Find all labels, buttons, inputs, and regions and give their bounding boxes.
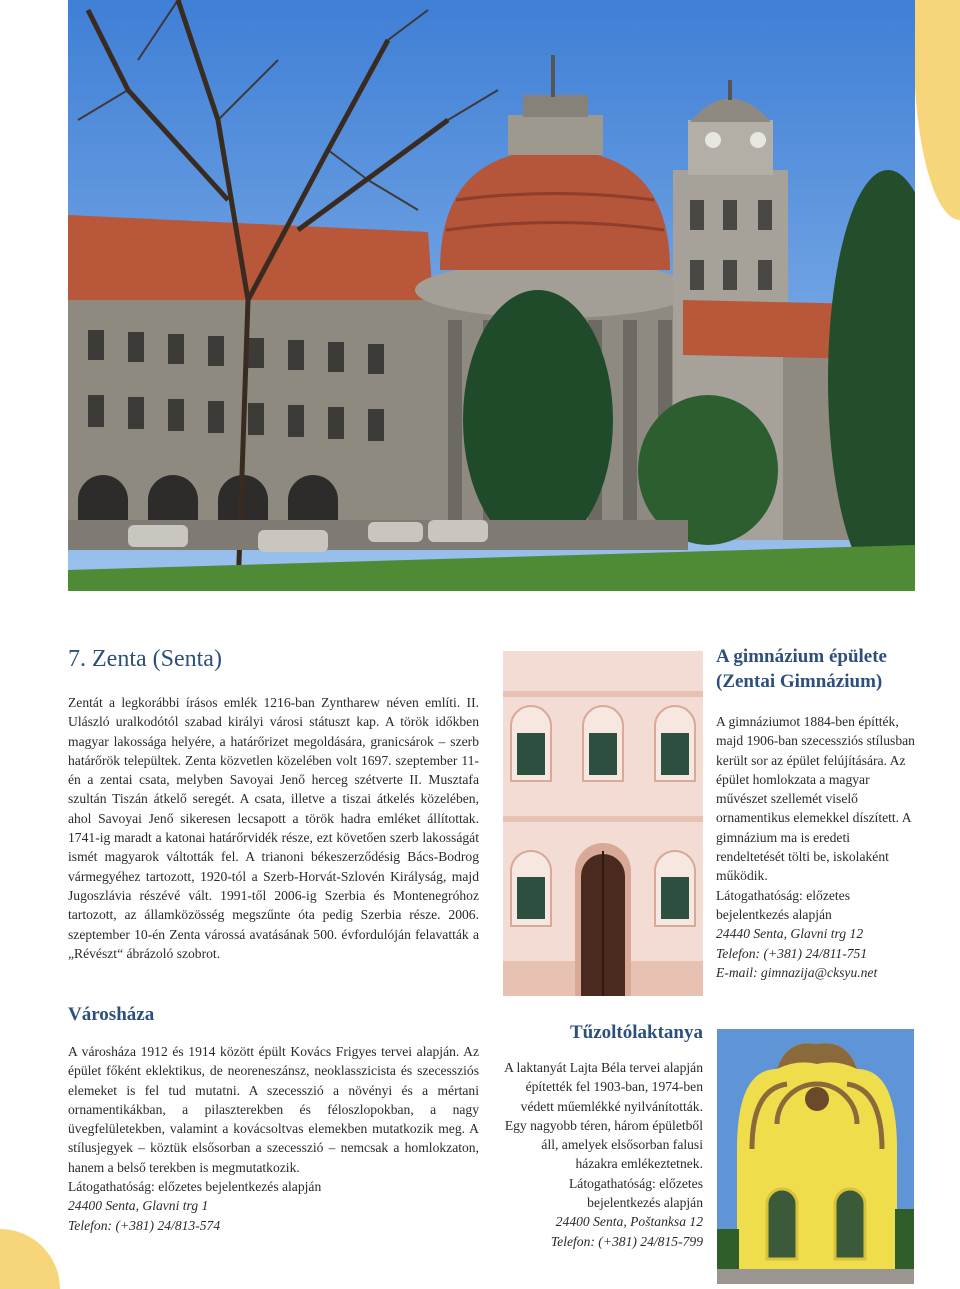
gymnasium-description: A gimnáziumot 1884-ben építték, majd 1906-ban szecessziós stílusban került sor az épület felújítására. Az épület homlokzata a magyar művészet szellemét viselő ornamentikus elemekkel díszített. A gimnázium ma is eredeti rendeltetését tölti be, iskolaként működik.: [716, 714, 915, 884]
firestation-phone: Telefon: (+381) 24/815-799: [550, 1233, 703, 1249]
gymnasium-visit: Látogathatóság: előzetes bejelentkezés alapján: [716, 887, 850, 922]
firestation-text: [503, 1058, 703, 1251]
firestation-address: 24400 Senta, Poštanksa 12: [555, 1214, 703, 1230]
firestation-heading: Tűzoltólaktanya: [569, 1022, 703, 1043]
firestation-description: A laktanyát Lajta Béla tervei alapján építették fel 1903-ban, 1974-ben védett műemlékké nyilvánították. Egy nagyobb téren, három épületből áll, amelyek elsősorban falusi házakra emlékeztetnek.: [504, 1060, 703, 1172]
fire-station-photo: [717, 1029, 914, 1284]
townhall-address: 24400 Senta, Glavni trg 1: [68, 1198, 209, 1214]
townhall-description: A városháza 1912 és 1914 között épült Kovács Frigyes tervei alapján. Az épület főként eklektikus, de neoreneszánsz, neoklasszicista és szecessziós elemeket is fel tud mutatni. A szecesszió a növényi és a mértani ornamentikákban, a pilaszterekben és féloszlopokban, a nagy üvegfelületekben, valamint a kovácsoltvas elemekben mutatkozik meg. A stílusjegyek – köztük elsősorban a szecesszió – nemcsak a homlokzaton, hanem a belső terekben is megmutatkozik.: [68, 1044, 479, 1175]
page-title: 7. Zenta (Senta): [68, 646, 222, 672]
intro-paragraph: [68, 693, 479, 963]
gymnasium-heading: A gimnázium épülete (Zentai Gimnázium): [716, 646, 887, 692]
townhall-phone: Telefon: (+381) 24/813-574: [68, 1217, 221, 1233]
gymnasium-text: [716, 712, 916, 982]
gymnasium-photo: [503, 651, 703, 996]
gymnasium-email[interactable]: E-mail: gimnazija@cksyu.net: [716, 964, 878, 980]
corner-decoration-bottom: [0, 1229, 60, 1289]
townhall-visit: Látogathatóság: előzetes bejelentkezés alapján: [68, 1179, 322, 1195]
firestation-visit: Látogathatóság: előzetes bejelentkezés alapján: [569, 1175, 703, 1211]
townhall-heading: Városháza: [68, 1004, 155, 1025]
gymnasium-address: 24440 Senta, Glavni trg 12: [716, 926, 864, 942]
townhall-text: [68, 1042, 479, 1235]
town-hall-photo: [68, 0, 915, 591]
gymnasium-phone: Telefon: (+381) 24/811-751: [716, 945, 868, 961]
intro-text: Zentát a legkorábbi írásos emlék 1216-ban Zyntharew néven említi. II. Ulászló uralkodótól szabad királyi városi státuszt kap. A török időkben magyar lakossága helyére, a határőrizet megoldására, granicsárok – szerb határőrök települtek. Zenta közvetlen közelében volt 1697. szeptember 11-én a zentai csata, melyben Savoyai Jenő herceg szétverte II. Musztafa szultán Tiszán átkelő seregét. A csata, illetve a tiszai átkelés közelében, ahol Savoyai Jenő sikeresen lecsapott a török hadra emléket állítottak. 1741-ig maradt a katonai határőrvidék része, ezt követően szerb lakosságát ismét magyarok váltották fel. A trianoni békeszerződésig Bács-Bodrog vármegyéhez tartozott, 1920-tól a Szerb-Horvát-Szlovén Királyság, majd Jugoszlávia részévé vált. 1991-től 2006-ig Szerbia és Montenegróhoz tartozott, az államközösség megszűnte óta pedig Szerbia része. 2006. szeptember 10-én Zenta várossá avatásának 500. évfordulóján felavatták a „Révészt“ ábrázoló szobrot.: [68, 695, 479, 961]
corner-decoration: [914, 0, 960, 220]
